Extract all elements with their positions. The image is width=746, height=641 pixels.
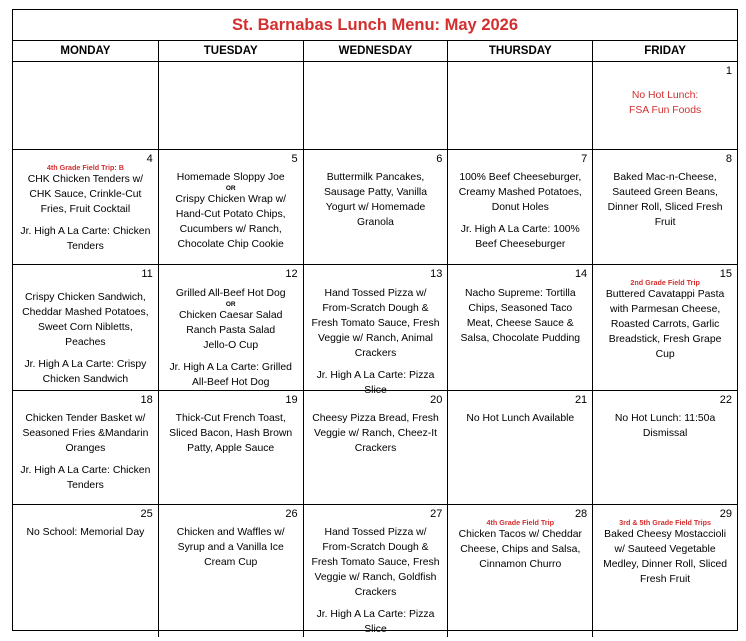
menu-text: Cheesy Pizza Bread, Fresh Veggie w/ Ranch, Cheez-It Crackers (312, 413, 439, 454)
day-number: 25 (140, 508, 153, 520)
menu-text: Hand Tossed Pizza w/ From-Scratch Dough & Fresh Tomato Sauce, Fresh Veggie w/ Ranch, Animal Crackers (311, 288, 440, 359)
day-cell-21 (447, 391, 592, 504)
menu-text: CHK Chicken Tenders w/ CHK Sauce, Crinkle-Cut Fries, Fruit Cocktail (27, 174, 144, 215)
day-cell-1 (592, 62, 737, 149)
day-cell-empty (447, 62, 592, 149)
menu-text: No School: Memorial Day (26, 527, 145, 538)
menu-text: Ranch Pasta Salad (186, 325, 276, 336)
menu-text: Chicken Tender Basket w/ Seasoned Fries &Mandarin Oranges (22, 413, 149, 454)
week-row (13, 391, 737, 505)
menu-note: FSA Fun Foods (628, 105, 702, 116)
a-la-carte-text: Jr. High A La Carte: Grilled All-Beef Hot Dog (169, 362, 292, 388)
field-trip-note: 2nd Grade Field Trip (630, 278, 700, 287)
day-cell-25 (13, 505, 158, 637)
a-la-carte-text: Jr. High A La Carte: Chicken Tenders (20, 465, 151, 491)
day-number: 6 (436, 153, 443, 165)
day-cell-28 (447, 505, 592, 637)
a-la-carte-text: Jr. High A La Carte: 100% Beef Cheeseburger (460, 224, 580, 250)
header-wednesday: WEDNESDAY (303, 41, 448, 61)
day-number: 22 (719, 394, 732, 406)
lunch-calendar (12, 9, 738, 635)
day-cell-empty (158, 62, 303, 149)
menu-note: No Hot Lunch: (631, 90, 699, 101)
day-number: 11 (141, 268, 153, 280)
day-number: 18 (140, 394, 153, 406)
day-cell-15 (592, 265, 737, 398)
menu-text: Homemade Sloppy Joe (176, 172, 285, 183)
field-trip-note: 4th Grade Field Trip (486, 518, 555, 527)
day-number: 14 (574, 268, 588, 280)
menu-text: Buttermilk Pancakes, Sausage Patty, Vanilla Yogurt w/ Homemade Granola (323, 172, 427, 228)
field-trip-note: 4th Grade Field Trip: B (46, 163, 124, 172)
menu-text: Jello-O Cup (203, 340, 259, 351)
day-cell-empty (13, 62, 158, 149)
day-cell-29 (592, 505, 737, 637)
weekday-header (13, 41, 737, 62)
week-row (13, 505, 737, 635)
day-number: 1 (725, 65, 732, 77)
day-cell-5 (158, 150, 303, 264)
day-cell-22 (592, 391, 737, 504)
day-cell-19 (158, 391, 303, 504)
day-number: 7 (581, 153, 588, 165)
calendar-title: St. Barnabas Lunch Menu: May 2026 (13, 10, 737, 41)
header-monday: MONDAY (60, 45, 111, 57)
menu-text: Thick-Cut French Toast, Sliced Bacon, Hash Brown Patty, Apple Sauce (169, 413, 293, 454)
day-cell-11 (13, 265, 158, 398)
day-number: 21 (574, 394, 588, 406)
day-cell-6 (303, 150, 448, 264)
a-la-carte-text: Jr. High A La Carte: Pizza Slice (316, 609, 435, 635)
header-tuesday: TUESDAY (158, 41, 303, 61)
header-thursday: THURSDAY (447, 41, 592, 61)
menu-text: Baked Mac-n-Cheese, Sauteed Green Beans, Dinner Roll, Sliced Fresh Fruit (607, 172, 723, 228)
or-label: OR (225, 301, 236, 308)
menu-text: Crispy Chicken Wrap w/ Hand-Cut Potato Chips, Cucumbers w/ Ranch, Chocolate Chip Cookie (175, 194, 287, 250)
menu-text: Nacho Supreme: Tortilla Chips, Seasoned Taco Meat, Cheese Sauce & Salsa, Chocolate Pudding (460, 288, 581, 344)
menu-text: Chicken Caesar Salad (179, 310, 283, 321)
day-number: 12 (285, 268, 298, 280)
menu-text: No Hot Lunch Available (466, 413, 575, 424)
day-number: 20 (430, 394, 443, 406)
day-cell-8 (592, 150, 737, 264)
week-row (13, 62, 737, 150)
menu-text: Hand Tossed Pizza w/ From-Scratch Dough & Fresh Tomato Sauce, Fresh Veggie w/ Ranch, Goldfish Crackers (311, 527, 440, 598)
field-trip-note: 3rd & 5th Grade Field Trips (619, 518, 712, 527)
day-cell-27 (303, 505, 448, 637)
a-la-carte-text: Jr. High A La Carte: Crispy Chicken Sandwich (24, 359, 147, 385)
day-cell-12 (158, 265, 303, 398)
day-number: 13 (430, 268, 443, 280)
day-number: 29 (719, 508, 732, 520)
header-friday: FRIDAY (592, 41, 737, 61)
day-number: 4 (146, 153, 153, 165)
day-number: 19 (285, 394, 298, 406)
day-cell-14 (447, 265, 592, 398)
menu-text: Chicken and Waffles w/ Syrup and a Vanilla Ice Cream Cup (176, 527, 285, 568)
a-la-carte-text: Jr. High A La Carte: Pizza Slice (316, 370, 435, 396)
day-number: 5 (291, 153, 298, 165)
day-cell-7 (447, 150, 592, 264)
menu-text: Baked Cheesy Mostaccioli w/ Sauteed Vegetable Medley, Dinner Roll, Sliced Fresh Fruit (603, 529, 728, 585)
or-label: OR (225, 185, 236, 192)
day-cell-18 (13, 391, 158, 504)
week-row (13, 265, 737, 396)
day-number: 8 (725, 153, 732, 165)
day-number: 15 (719, 268, 732, 280)
menu-text: Buttered Cavatappi Pasta with Parmesan Cheese, Roasted Carrots, Garlic Breadstick, Fresh Grape Cup (605, 289, 725, 360)
day-cell-4 (13, 150, 158, 264)
day-cell-20 (303, 391, 448, 504)
day-cell-empty (303, 62, 448, 149)
day-number: 28 (574, 508, 588, 520)
menu-text: Chicken Tacos w/ Cheddar Cheese, Chips and Salsa, Cinnamon Churro (458, 529, 582, 570)
day-cell-26 (158, 505, 303, 637)
day-number: 26 (285, 508, 298, 520)
week-row (13, 150, 737, 265)
menu-text: No Hot Lunch: 11:50a Dismissal (614, 413, 716, 439)
menu-text: 100% Beef Cheeseburger, Creamy Mashed Potatoes, Donut Holes (458, 172, 582, 213)
a-la-carte-text: Jr. High A La Carte: Chicken Tenders (20, 226, 151, 252)
menu-text: Grilled All-Beef Hot Dog (175, 288, 286, 299)
day-number: 27 (430, 508, 443, 520)
day-cell-13 (303, 265, 448, 398)
menu-text: Crispy Chicken Sandwich, Cheddar Mashed Potatoes, Sweet Corn Nibletts, Peaches (22, 292, 149, 348)
